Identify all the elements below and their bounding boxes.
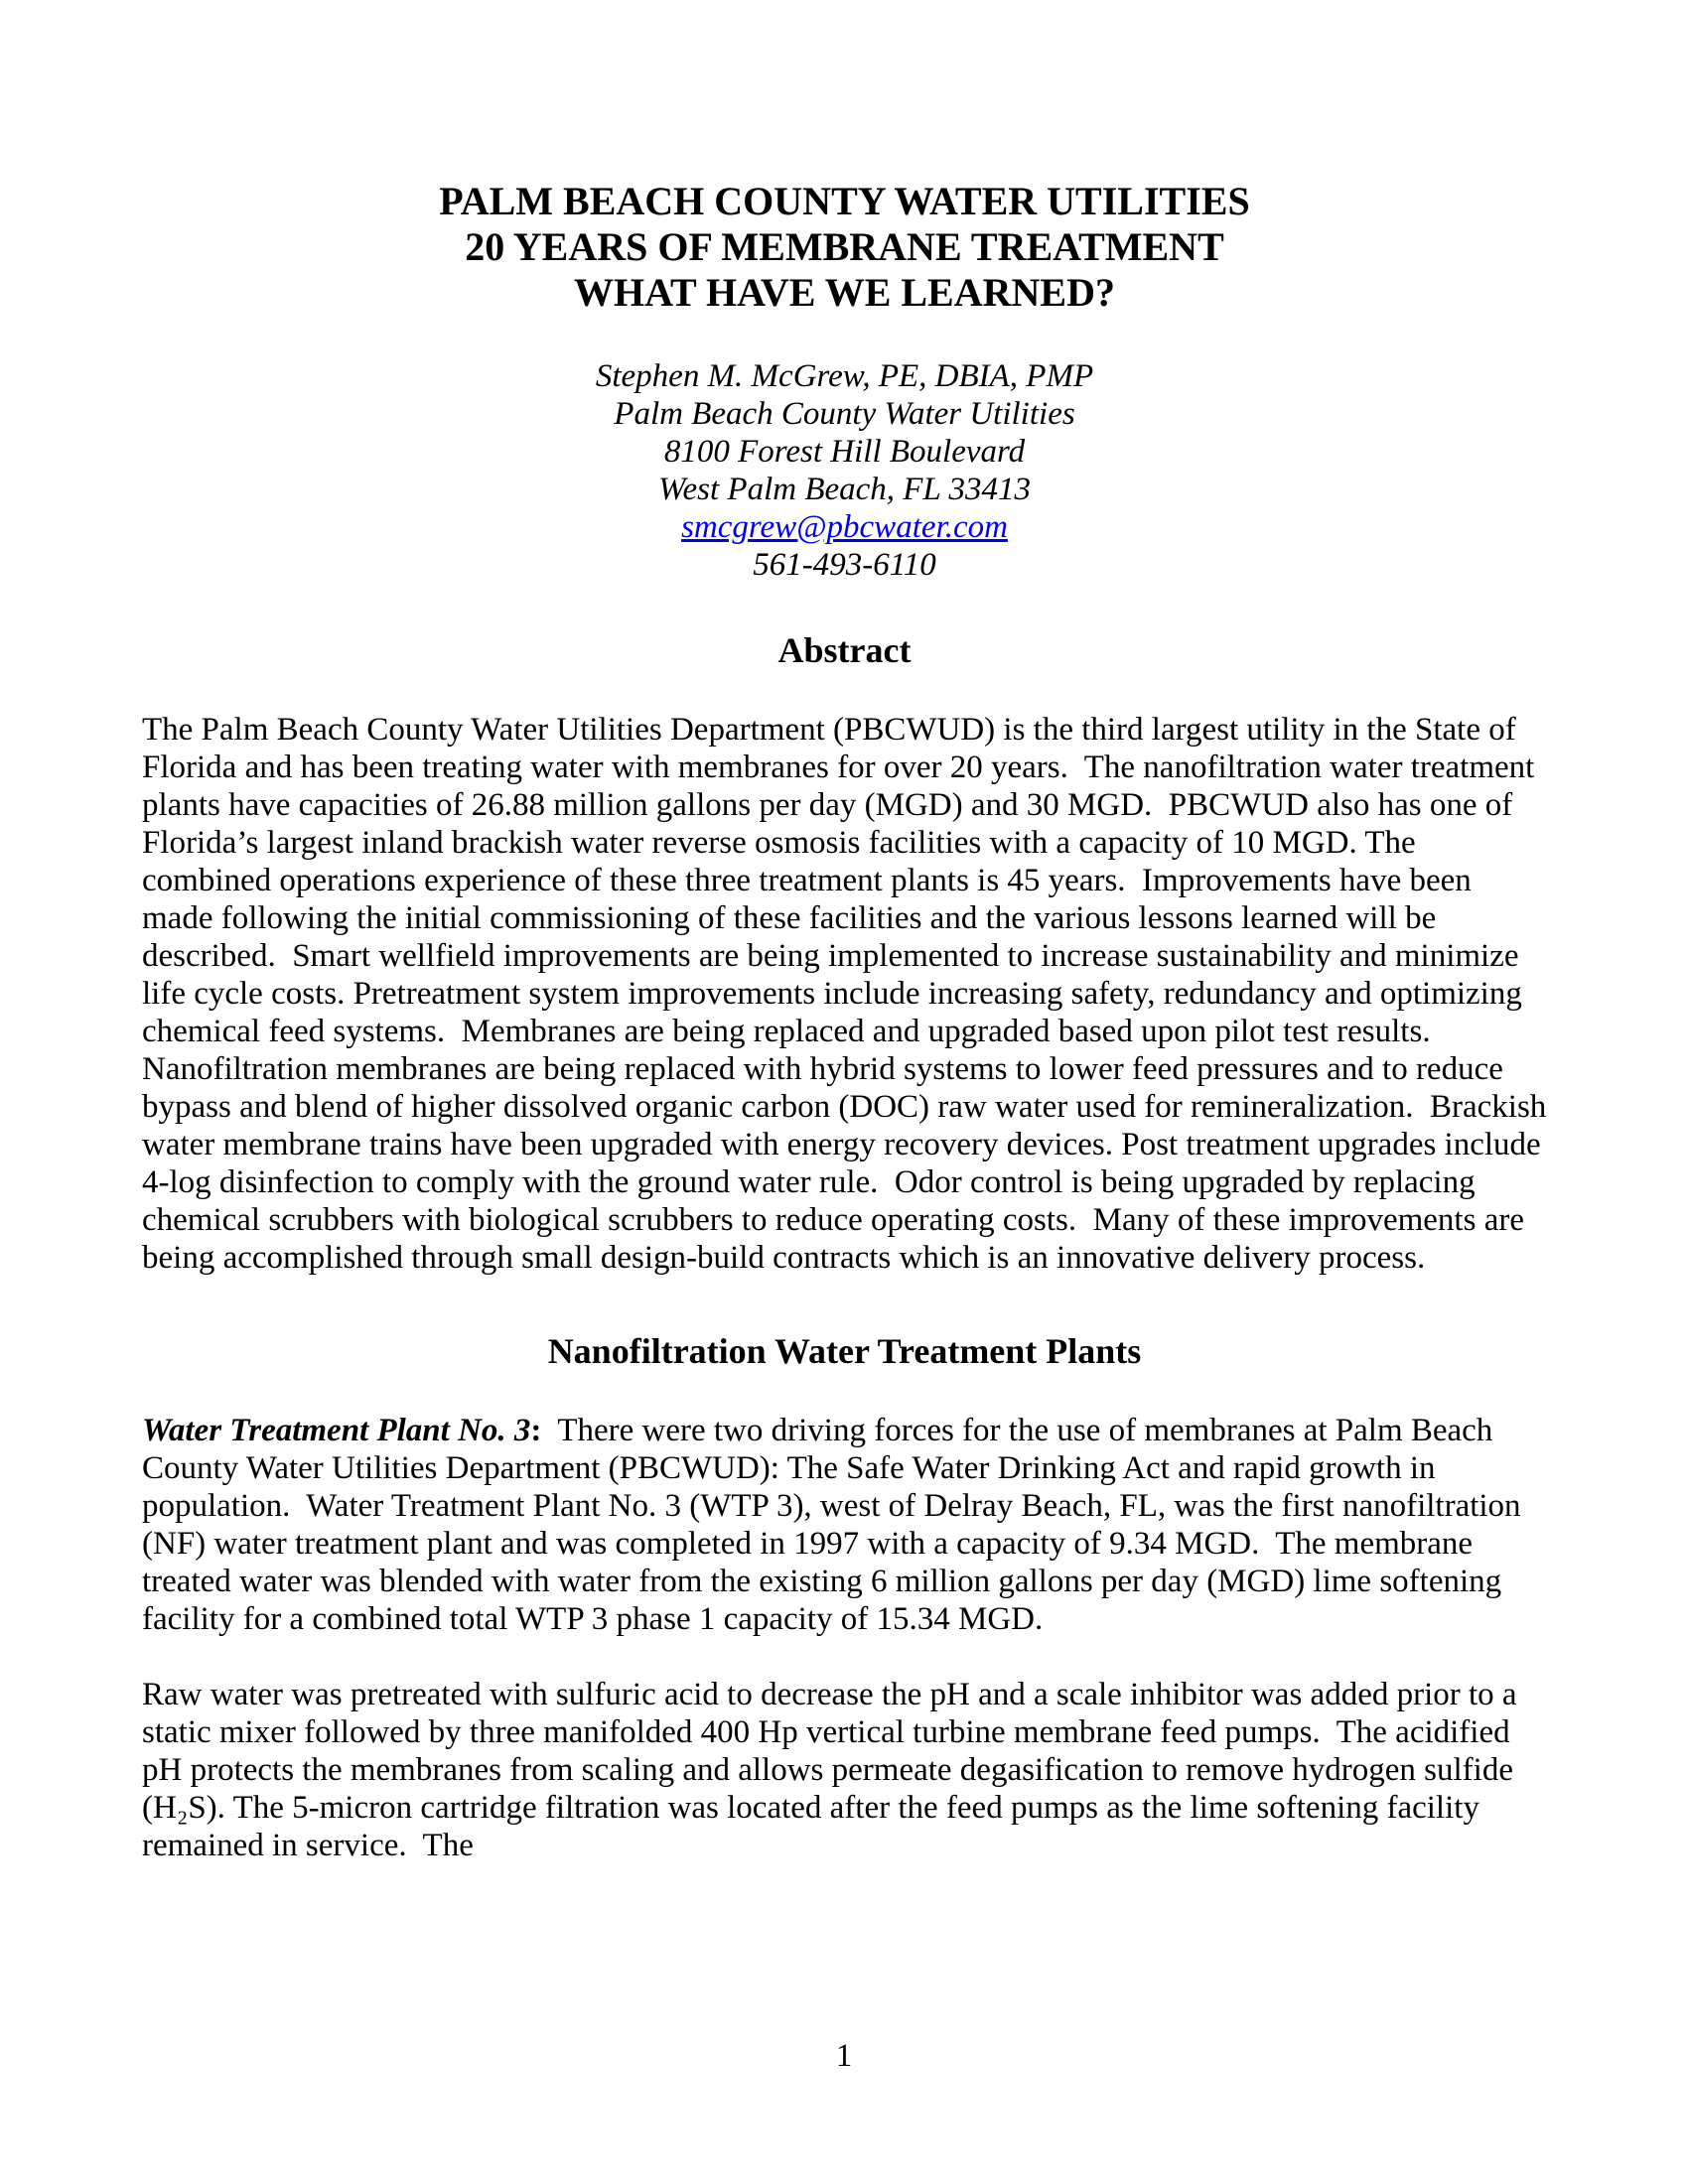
- paper-title-line-3: WHAT HAVE WE LEARNED?: [574, 270, 1115, 315]
- section-heading-nanofiltration: Nanofiltration Water Treatment Plants: [547, 1331, 1142, 1371]
- author-address-line-1: 8100 Forest Hill Boulevard: [663, 434, 1026, 470]
- abstract-paragraph: The Palm Beach County Water Utilities Department (PBCWUD) is the third largest utility in the State of Florida and has been treating water with membranes for over 20 years. The nanofiltration water treatment plants have capacities of 26.88 million gallons per day (MGD) and 30 MGD. PBCWUD also has one of Florida’s largest inland brackish water reverse osmosis facilities with a capacity of 10 MGD. The combined operations experience of these three treatment plants is 45 years. Improvements have been made following the initial commissioning of these facilities and the various lessons learned will be described. Smart wellfield improvements are being implemented to increase sustainability and minimize life cycle costs. Pretreatment system improvements include increasing safety, redundancy and optimizing chemical feed systems. Membranes are being replaced and upgraded based upon pilot test results. Nanofiltration membranes are being replaced with hybrid systems to lower feed pressures and to reduce bypass and blend of higher dissolved organic carbon (DOC) raw water used for remineralization. Brackish water membrane trains have been upgraded with energy recovery devices. Post treatment upgrades include 4-log disinfection to comply with the ground water rule. Odor control is being upgraded by replacing chemical scrubbers with biological scrubbers to reduce operating costs. Many of these improvements are being accomplished through small design-build contracts which is an innovative delivery process.: [142, 712, 1555, 1276]
- wtp3-run-in-colon: :: [530, 1413, 542, 1448]
- author-email-link[interactable]: smcgrew@pbcwater.com: [681, 509, 1008, 545]
- paper-title-line-2: 20 YEARS OF MEMBRANE TREATMENT: [465, 224, 1224, 269]
- page-number: 1: [835, 2038, 853, 2074]
- wtp3-paragraph-text: There were two driving forces for the use of membranes at Palm Beach County Water Utilities Department (PBCWUD): The Safe Water Drinking Act and rapid growth in population. Water Treatment Plant No. 3 (WTP 3), west of Delray Beach, FL, was the first nanofiltration (NF) water treatment plant and was completed in 1997 with a capacity of 9.34 MGD. The membrane treated water was blended with water from the existing 6 million gallons per day (MGD) lime softening facility for a combined total WTP 3 phase 1 capacity of 15.34 MGD.: [142, 1413, 1529, 1637]
- abstract-heading: Abstract: [777, 630, 912, 670]
- author-email-row: [142, 508, 1547, 546]
- author-name: Stephen M. McGrew, PE, DBIA, PMP: [595, 358, 1094, 394]
- author-address-line-2: West Palm Beach, FL 33413: [658, 472, 1031, 507]
- author-block: [142, 357, 1547, 584]
- author-phone: 561-493-6110: [753, 547, 936, 583]
- paper-title: [142, 179, 1547, 316]
- paper-title-line-1: PALM BEACH COUNTY WATER UTILITIES: [439, 179, 1250, 223]
- document-content: [142, 0, 1555, 1864]
- wtp3-paragraph: [142, 1412, 1547, 1638]
- raw-water-paragraph: Raw water was pretreated with sulfuric acid to decrease the pH and a scale inhibitor was added prior to a static mixer followed by three manifolded 400 Hp vertical turbine membrane feed pumps. The acidified pH protects the membranes from scaling and allows permeate degasification to remove hydrogen sulfide (H₂S). The 5-micron cartridge filtration was located after the feed pumps as the lime softening facility remained in service. The: [142, 1677, 1525, 1863]
- wtp3-run-in-heading: Water Treatment Plant No. 3: [142, 1413, 531, 1448]
- author-organization: Palm Beach County Water Utilities: [614, 396, 1075, 432]
